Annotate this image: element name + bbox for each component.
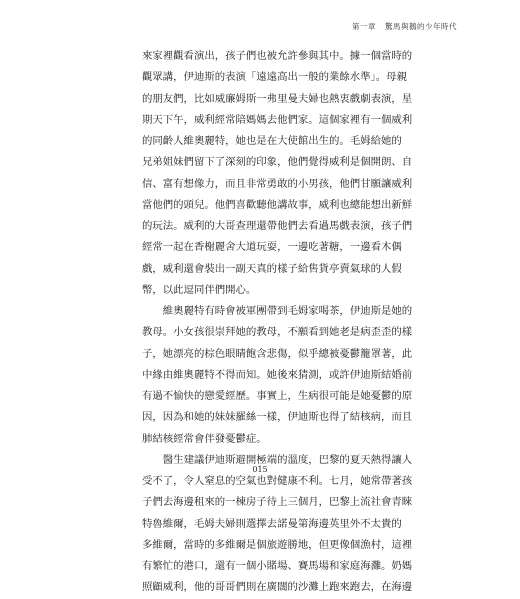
running-header: [352, 21, 457, 32]
paragraph: [142, 301, 413, 450]
text-line: 幣，以此逗同伴們開心。: [142, 283, 257, 296]
text-line: 肺結核經常會伴發憂鬱症。: [142, 432, 267, 445]
text-line: 照顧威利，他的哥哥們則在廣闊的沙灘上跑來跑去，在海邊: [142, 581, 413, 594]
page-number: 015: [252, 465, 268, 474]
text-line: 因，因為和她的妹妹羅絲一樣，伊迪斯也得了結核病，而且: [142, 411, 413, 424]
text-line: 醫生建議伊迪斯避開極端的溫度，巴黎的夏天熱得讓人: [162, 453, 413, 466]
text-line: 子，她漂亮的棕色眼睛飽含悲傷，似乎總被憂鬱籠罩著，此: [142, 347, 413, 360]
text-line: 子們去海邊租來的一棟房子待上三個月，巴黎上流社會青睞: [142, 496, 413, 509]
text-line: 當他們的頭兒。他們喜歡聽他講故事，威利也總能想出新鮮: [142, 198, 413, 211]
text-line: 來家裡觀看演出，孩子們也被允許參與其中。據一個當時的: [142, 50, 413, 62]
text-line: 經常一起在香榭麗舍大道玩耍，一邊吃著糖，一邊看木偶: [142, 241, 402, 254]
text-line: 教母。小女孩很崇拜她的教母，不願看到她老是病歪歪的樣: [142, 326, 413, 339]
text-line: 期天下午，威利經常陪媽媽去他們家。這個家裡有一個威利: [142, 113, 413, 126]
text-line: 的朋友們，比如威廉姆斯一弗里曼夫婦也熱衷戲劇表演，星: [142, 92, 413, 105]
text-line: 維奧麗特有時會被軍團帶到毛姆家喝茶，伊迪斯是她的: [162, 305, 413, 317]
text-line: 多維爾，當時的多維爾是個旅遊勝地，但更像個漁村，這裡: [142, 538, 413, 551]
chapter-title: 驚馬與鵝的少年時代: [385, 22, 457, 31]
text-line: 信、富有想像力，而且非常勇敢的小男孩，他們甘願讓威利: [142, 177, 413, 190]
body-text: [142, 46, 413, 599]
text-line: 的同齡人維奧麗特，她也是在大使館出生的。毛姆給她的: [142, 135, 402, 147]
chapter-label: 第一章: [352, 22, 376, 31]
paragraph: [142, 46, 413, 301]
text-line: 有繁忙的港口，還有一個小賭場、賽馬場和家庭海灘。奶媽: [142, 560, 413, 572]
text-line: 受不了，令人窒息的空氣也對健康不利。七月，她常帶著孩: [142, 475, 413, 487]
text-line: 的玩法。威利的大哥查理還帶他們去看過馬戲表演，孩子們: [142, 220, 413, 232]
text-line: 中緣由維奧麗特不得而知。她後來猜測，或許伊迪斯結婚前: [142, 368, 413, 381]
text-line: 特魯維爾，毛姆夫婦則選擇去諾曼第海邊英里外不太貴的: [142, 517, 402, 530]
text-line: 觀眾講，伊迪斯的表演「遠遠高出一般的業餘水準」。母親: [142, 71, 407, 84]
text-line: 戲，威利還會裝出一副天真的樣子給售貨亭賣氣球的人假: [142, 262, 402, 275]
text-line: 兄弟姐妹們留下了深刻的印象，他們覺得威利是個開朗、自: [142, 156, 413, 169]
text-line: 有過不愉快的戀愛經歷。事實上，生病很可能是她憂鬱的原: [142, 390, 413, 402]
